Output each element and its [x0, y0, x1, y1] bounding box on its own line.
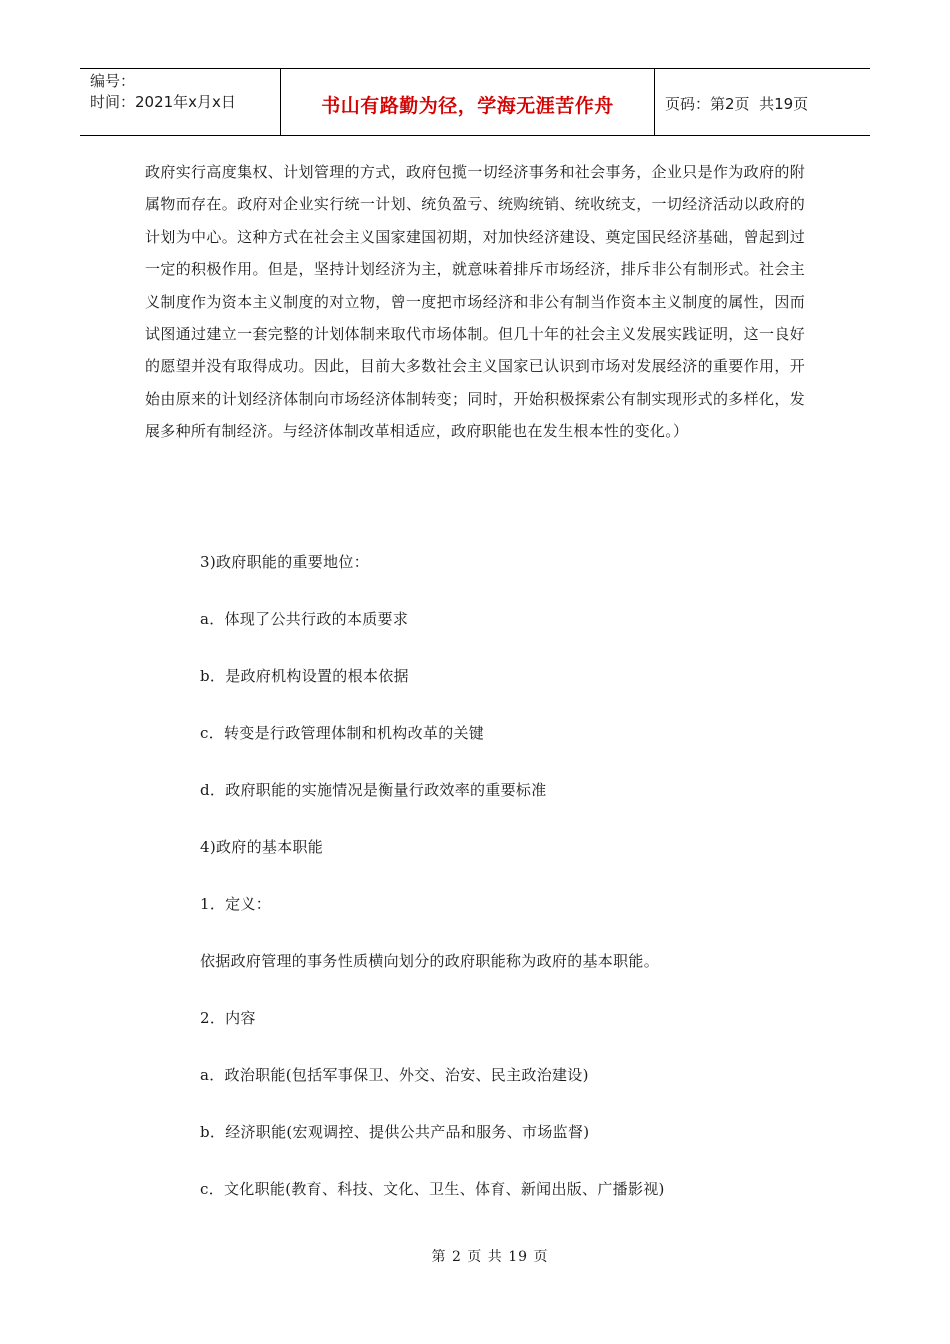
document-date-label: 时间：2021年x月x日 [90, 93, 236, 111]
section-heading-importance: 3)政府职能的重要地位： [200, 553, 369, 571]
content-heading: 2．内容 [200, 1009, 256, 1027]
definition-heading: 1．定义： [200, 895, 272, 913]
outline-list [200, 550, 820, 1234]
header-meta [80, 69, 281, 135]
document-body [145, 156, 805, 448]
list-item: b．经济职能(宏观调控、提供公共产品和服务、市场监督) [200, 1123, 590, 1141]
list-item: c．转变是行政管理体制和机构改革的关键 [200, 724, 485, 742]
header-motto: 书山有路勤为径，学海无涯苦作舟 [281, 69, 655, 135]
intro-paragraph: 政府实行高度集权、计划管理的方式，政府包揽一切经济事务和社会事务，企业只是作为政府的附属物而存在。政府对企业实行统一计划、统负盈亏、统购统销、统收统支，一切经济活动以政府的计划为中心。这种方式在社会主义国家建国初期，对加快经济建设、奠定国民经济基础，曾起到过一定的积极作用。但是，坚持计划经济为主，就意味着排斥市场经济，排斥非公有制形式。社会主义制度作为资本主义制度的对立物，曾一度把市场经济和非公有制当作资本主义制度的属性，因而试图通过建立一套完整的计划体制来取代市场体制。但几十年的社会主义发展实践证明，这一良好的愿望并没有取得成功。因此，目前大多数社会主义国家已认识到市场对发展经济的重要作用，开始由原来的计划经济体制向市场经济体制转变；同时，开始积极探索公有制实现形式的多样化，发展多种所有制经济。与经济体制改革相适应，政府职能也在发生根本性的变化。） [145, 163, 805, 441]
document-number-label: 编号： [90, 72, 136, 90]
list-item: c．文化职能(教育、科技、文化、卫生、体育、新闻出版、广播影视) [200, 1180, 665, 1198]
page-footer: 第 2 页 共 19 页 [431, 1249, 549, 1265]
list-item: d．政府职能的实施情况是衡量行政效率的重要标准 [200, 781, 547, 799]
section-heading-basic-functions: 4)政府的基本职能 [200, 838, 324, 856]
definition-text: 依据政府管理的事务性质横向划分的政府职能称为政府的基本职能。 [200, 952, 660, 970]
list-item: a．体现了公共行政的本质要求 [200, 610, 409, 628]
list-item: a．政治职能(包括军事保卫、外交、治安、民主政治建设) [200, 1066, 589, 1084]
header-page-info [655, 69, 870, 135]
list-item: b．是政府机构设置的根本依据 [200, 667, 409, 685]
page-count-label: 页码：第2页 共19页 [665, 94, 809, 113]
page-header [80, 68, 870, 136]
